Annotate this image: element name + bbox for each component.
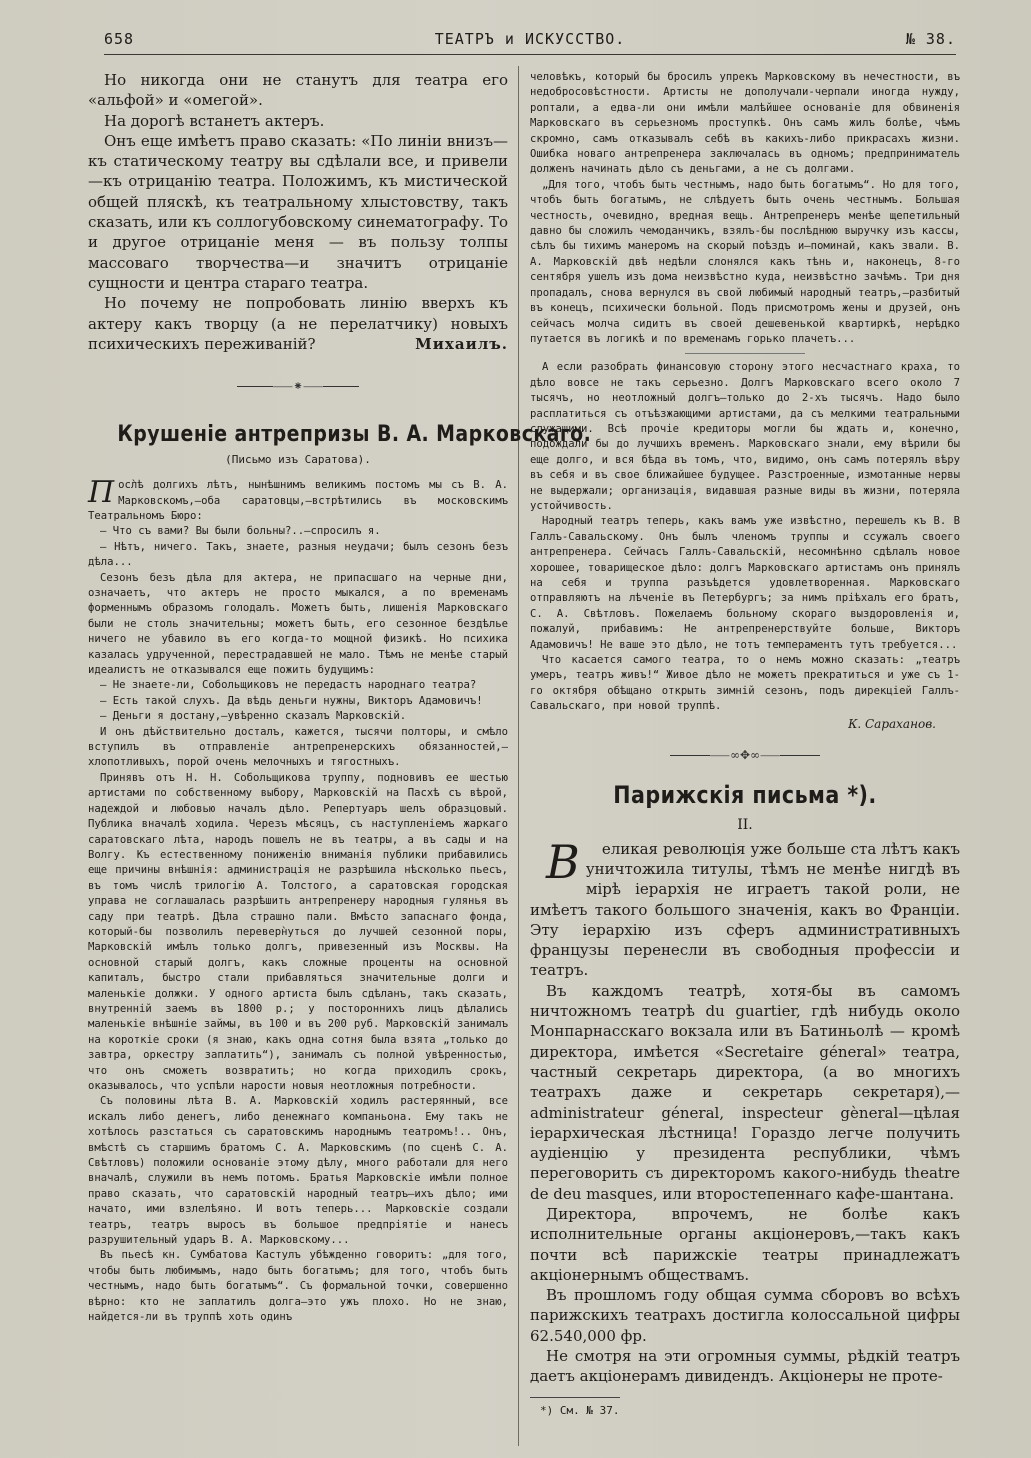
letters-paragraph: Директора, впрочемъ, не болѣе какъ исполнительные органы акціонеровъ,—такъ какъ почти всѣ парижскіе театры принадлежатъ акціонернымъ обществамъ.: [530, 1205, 960, 1284]
article-subtitle: (Письмо изъ Саратова).: [225, 453, 371, 467]
intro-closing: [88, 293, 508, 354]
right-column: [530, 70, 960, 1417]
intro-paragraph: Онъ еще имѣетъ право сказать: «По линіи внизъ—къ статическому театру вы сдѣлали все, и привели—къ отрицанію театра. Положимъ, къ мистической общей пляскѣ, къ театральному хлыстовству, такъ сказать, или къ соллогубовскому синематографу. То и другое отрицаніе меня — въ пользу толпы массоваго творчества—и значитъ отрицаніе сущности и центра стараго театра.: [88, 131, 508, 292]
article-title: Крушеніе антрепризы В. А. Марковскаго.: [117, 422, 592, 448]
footnote: *) См. № 37.: [540, 1403, 620, 1417]
article-paragraph: — Деньги я достану,—увѣренно сказалъ Марковскій.: [100, 710, 407, 723]
letters-paragraph-text: еликая революція уже больше ста лѣтъ какъ уничтожила титулы, тѣмъ не менѣе нигдѣ въ мірѣ іерархія не играетъ такой роли, не имѣетъ такого большого значенія, какъ во Франціи. Эту іерархію изъ сферъ административныхъ французы перенесли въ свободныя профессіи и театръ.: [530, 839, 960, 980]
article-paragraph: — Есть такой слухъ. Да вѣдь деньги нужны, Викторъ Адамовичъ!: [100, 694, 483, 707]
letters-paragraph: [530, 834, 960, 981]
article-body: [88, 475, 508, 1325]
article-paragraph: Принявъ отъ Н. Н. Собольщикова труппу, подновивъ ее шестью артистами по собственному выбору, Марковскій на Пасхѣ съ вѣрой, надеждой и любовью началъ дѣло. Репертуаръ шелъ образцовый. Публика вначалѣ ходила. Черезъ мѣсяцъ, съ наступленіемъ жаркаго саратовскаго лѣта, народъ пошелъ не въ театры, а въ сады и на Волгу. Къ естественному пониженію вниманія публики прибавились еще причины внѣшнія: администрація не разрѣшила нѣсколько пьесъ, въ томъ числѣ трилогію А. Толстого, а саратовская городская управа не соглашалась разрѣшить антрепренеру народныя гулянья въ саду при театрѣ. Дѣла страшно пали. Вмѣсто запаснаго фонда, который-бы позволилъ переверн̀уться до лучшей сезонной поры, Марковскій имѣлъ только долгъ, привезенный изъ Москвы. На основной старый долгъ, какъ сложные проценты на основной капиталъ, быстро стали прибавляться значительные долги и маленькіе должки. У одного артиста былъ сдѣланъ, такъ сказать, внутренній заемъ въ 1800 р.; у постороннихъ лицъ дѣлались маленькіе внѣшніе займы, въ 100 и въ 200 руб. Марковскій занималъ на короткіе сроки (я знаю, какъ одна сотня была взята „только до завтра, оркестру заплатить“), занималъ съ полной увѣренностью, что онъ сможетъ возвратить; но когда приходилъ срокъ, оказывалось, что успѣли нарости новыя неотложныя потребности.: [88, 771, 508, 1092]
article-paragraph: — Не знаете-ли, Собольщиковъ не передастъ народнаго театра?: [100, 679, 477, 692]
article-paragraph: А если разобрать финансовую сторону этого несчастнаго краха, то дѣло вовсе не такъ серьезно. Долгъ Марковскаго всего около 7 тысячъ, но неотложный долгъ—только до 2-хъ тысячъ. Надо было расплатиться съ отъѣзжающими артистами, да съ мелкими театральными служащими. Всѣ прочіе кредиторы могли бы ждать и, конечно, подождали бы до лучшихъ временъ. Марковскаго знали, ему вѣрили бы еще долго, и вся бѣда въ томъ, что, видимо, онъ самъ потерялъ вѣру въ себя и въ свое ближайшее будущее. Разстроенные, измотанные нервы не выдержали; организація, видавшая разные виды въ жизни, потеряла устойчивость.: [530, 361, 960, 512]
letters-paragraph: Не смотря на эти огромныя суммы, рѣдкій театръ даетъ акціонерамъ дивидендъ. Акціонеры не проте-: [530, 1347, 960, 1386]
scan-artifact-rule: [685, 353, 805, 354]
ornament-glyph: ⸺⁕⸺: [272, 379, 324, 394]
article-paragraph: И онъ дѣйствительно досталъ, кажется, тысячи полторы, и смѣло вступилъ въ отправленіе антрепренерскихъ обязанностей,—хлопотливыхъ, порой очень мелочныхъ и тягостныхъ.: [88, 725, 508, 769]
page-number: 658: [104, 30, 135, 48]
dropcap: П: [88, 475, 115, 511]
article-paragraph: Въ пьесѣ кн. Сумбатова Кастулъ убѣжденно говоритъ: „для того, чтобы быть любимымъ, надо быть богатымъ; для того, чтобъ быть честнымъ, надо быть богатымъ“. Съ формальной точки, совершенно вѣрно: кто не заплатилъ долга—это ужъ плохо. Но не знаю, найдется-ли въ труппѣ хоть одинъ: [88, 1249, 508, 1324]
article-paragraph: „Для того, чтобъ быть честнымъ, надо быть богатымъ“. Но для того, чтобъ быть богатымъ, не слѣдуетъ быть очень честнымъ. Большая честность, очевидно, вредная вещь. Антрепренеръ менѣе щепетильный давно бы сложилъ чемоданчикъ, взялъ-бы послѣднюю выручку изъ кассы, сѣлъ бы тихимъ манеромъ на скорый поѣздъ и—поминай, какъ звали. В. А. Марковскій двѣ недѣли слонялся какъ тѣнь и, наконецъ, 8-го сентября ушелъ изъ дома неизвѣстно куда, неизвѣстно зачѣмъ. Три дня пропадалъ, снова вернулся въ свой любимый народный театръ,—разбитый въ конецъ, психически больной. Подъ присмотромъ жены и друзей, онъ сейчасъ молча сидитъ въ своей дешевенькой квартиркѣ, нерѣдко путается въ логикѣ и по временамъ горько плачетъ...: [530, 178, 960, 345]
letters-number: II.: [737, 816, 753, 833]
intro-signature: Михаилъ.: [415, 334, 508, 353]
ornament-glyph: ⸺∞✥∞⸺: [709, 747, 781, 762]
article-paragraph: — Что съ вами? Вы были больны?..—спросилъ я.: [100, 525, 381, 538]
intro-paragraph: Но никогда они не станутъ для театра его «альфой» и «омегой».: [88, 71, 508, 110]
article-continuation: [530, 70, 960, 731]
letters-paragraph: Въ каждомъ театрѣ, хотя-бы въ самомъ ничтожномъ театрѣ du guartier, гдѣ нибудь около Монпарнасскаго вокзала или въ Батиньолѣ — кромѣ директора, имѣется «Secretaire géneral» театра, частный секретарь директора, (а во многихъ театрахъ даже и секретарь секретаря),—administrateur géneral, inspecteur gèneral—цѣлая іерархическая лѣстница! Гораздо легче получить аудіенцію у президента республики, чѣмъ переговорить съ директоромъ какого-нибудь theatre de deu masques, или второстепеннаго кафе-шантана.: [530, 981, 960, 1203]
article-paragraph: — Нѣтъ, ничего. Такъ, знаете, разныя неудачи; былъ сезонъ безъ дѣла...: [88, 540, 508, 569]
intro-text: [88, 70, 508, 354]
article-paragraph: [88, 475, 508, 524]
header-rule: [104, 54, 956, 55]
footnote-rule: [530, 1397, 620, 1398]
journal-title: ТЕАТРЪ и ИСКУССТВО.: [434, 30, 626, 48]
letters-paragraph: Въ прошломъ году общая сумма сборовъ во всѣхъ парижскихъ театрахъ достигла колоссальной цифры 62.540,000 фр.: [530, 1286, 960, 1345]
article-paragraph: Народный театръ теперь, какъ вамъ уже извѣстно, перешелъ къ В. В Галлъ-Савальскому. Онъ былъ членомъ труппы и ссужалъ своего антрепренера. Сейчасъ Галлъ-Савальскій, несомнѣнно сдѣлалъ новое хорошее, товарищеское дѣло: долгъ Марковскаго артистамъ онъ принялъ на себя и труппа разъѣдется удовлетворенная. Марковскаго отправляютъ на лѣченіе въ Петербургъ; за нимъ пріѣхалъ его братъ, С. А. Свѣтловъ. Пожелаемъ больному скораго выздоровленія и, пожалуй, прибавимъ: Не антрепренерствуйте больше, Викторъ Адамовичъ! Не ваше это дѣло, не тотъ темпераментъ тутъ требуется...: [530, 515, 960, 651]
left-column: [88, 70, 592, 1326]
letters-title: Парижскія письма *).: [613, 780, 877, 809]
article-paragraph: Что касается самого театра, то о немъ можно сказать: „театръ умеръ, театръ живъ!“ Живое дѣло не можетъ прекратиться и уже съ 1-го октября обѣщано открыть зимній сезонъ, подъ дирекціей Галлъ-Савальскаго, при новой труппѣ.: [530, 654, 960, 713]
page-header: [104, 30, 956, 54]
article-signature: К. Сараханов.: [848, 716, 936, 731]
article-paragraph-text: осл̀ѣ долгихъ лѣтъ, нынѣшнимъ великимъ постомъ мы съ В. А. Марковскомъ,—оба саратовцы,—встрѣтились въ московскимъ Театральномъ Бюро:: [88, 479, 508, 522]
ornament-divider: [88, 376, 508, 396]
ornament-divider: [530, 745, 960, 765]
article-paragraph: Съ половины лѣта В. А. Марковскій ходилъ растерянный, все искалъ либо денегъ, либо денежнаго компаньона. Ему такъ не хотѣлось разстаться съ саратовскимъ народнымъ театромъ!.. Онъ, вмѣстѣ съ старшимъ братомъ С. А. Марковскимъ (по сценѣ С. А. Свѣтловъ) положили основаніе этому дѣлу, много работали для него вначалѣ, служили въ немъ потомъ. Братья Марковскіе имѣли полное право сказать, что саратовскій народный театръ—ихъ дѣло; ими начато, ими взлелѣяно. И вотъ теперь... Марковскіе создали театръ, театръ выросъ въ большое предпріятіе и нанесъ разрушительный ударъ В. А. Марковскому...: [88, 1095, 508, 1247]
issue-number: № 38.: [905, 30, 956, 48]
letters-dropcap: В: [546, 834, 580, 889]
column-divider: [518, 66, 519, 1446]
letters-body: [530, 834, 960, 1387]
intro-paragraph: На дорогѣ встанетъ актеръ.: [104, 111, 325, 130]
intro-closing-text: Но почему не попробовать линію вверхъ къ актеру какъ творцу (а не перелатчику) новыхъ психическихъ переживаній?: [88, 294, 508, 353]
article-paragraph: Сезонъ безъ дѣла для актера, не припасшаго на черные дни, означаетъ, что актеръ не просто мыкался, а по временамъ форменнымъ образомъ голодалъ. Можетъ быть, лишенія Марковскаго были не столь значительны; можетъ быть, его сезонное бездѣлье ничего не убавило въ его когда-то мощной физикѣ. Но психика казалась удрученной, перестрадавшей не мало. Тѣмъ не менѣе старый идеалистъ не отказывался еще пожить будущимъ:: [88, 571, 508, 677]
article-paragraph: человѣкъ, который бы бросилъ упрекъ Марковскому въ нечестности, въ недобросовѣстности. Артисты не дополучали-черпали иногда нужду, роптали, а едва-ли они имѣли малѣйшее основаніе для обвиненія Марковскаго въ серьезномъ проступкѣ. Онъ самъ жилъ болѣе, чѣмъ скромно, самъ отказывалъ себѣ въ какихъ-либо прикрасахъ жизни. Ошибка новаго антрепренера заключалась въ одномъ; предприниматель долженъ начинать дѣло съ деньгами, а не съ долгами.: [530, 71, 960, 176]
